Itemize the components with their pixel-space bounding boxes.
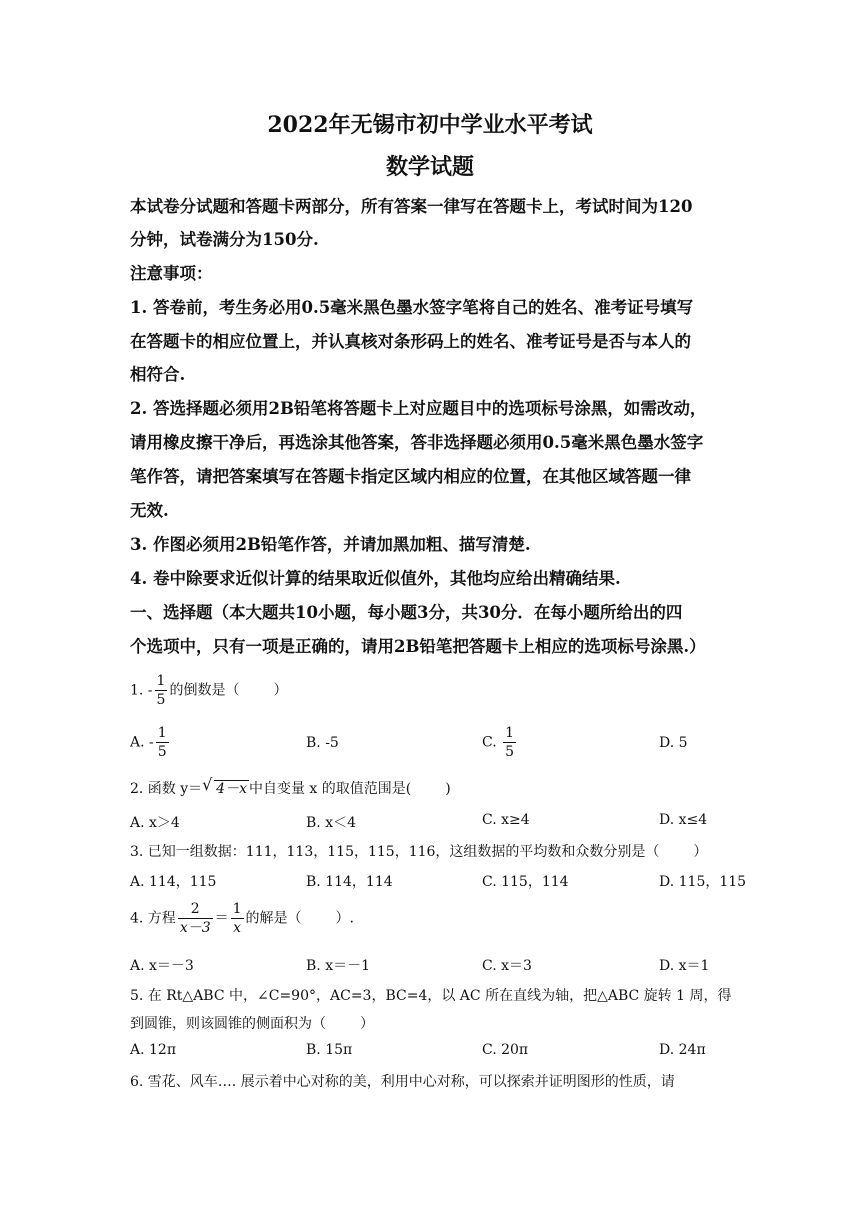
note-2-line-3: 笔作答，请把答案填写在答题卡指定区域内相应的位置，在其他区域答题一律 [130, 467, 691, 486]
note-1-line-1: 1. 答卷前，考生务必用0.5毫米黑色墨水签字笔将自己的姓名、准考证号填写 [130, 298, 694, 317]
question-5-line-2: 到圆锥，则该圆锥的侧面积为（ ） [130, 1016, 374, 1032]
q4-option-c: C. x＝3 [482, 958, 532, 974]
section1-line-1: 一、选择题（本大题共10小题，每小题3分，共30分．在每小题所给出的四 [130, 603, 683, 622]
note-2-line-1: 2. 答选择题必须用2B铅笔将答题卡上对应题目中的选项标号涂黑，如需改动， [130, 399, 707, 418]
note-1-line-2: 在答题卡的相应位置上，并认真核对条形码上的姓名、准考证号是否与本人的 [130, 332, 691, 351]
q2-radical: √ 4－x [202, 775, 247, 797]
q4-option-a: A. x＝－3 [130, 958, 194, 974]
q1-option-c: C. $\frac{1}{5}$ [482, 725, 515, 760]
q2-option-d: D. x≤4 [659, 812, 708, 828]
q2-option-c: C. x≥4 [482, 812, 530, 828]
intro-line-2: 分钟，试卷满分为150分. [130, 230, 319, 249]
note-2-line-4: 无效. [130, 501, 169, 520]
page-subtitle: 数学试题 [385, 154, 474, 180]
q5-option-a: A. 12π [130, 1042, 177, 1058]
page-title: 2022年无锡市初中学业水平考试 [267, 112, 593, 138]
question-4: 4. 方程 $\frac{2}{x-3}$ ＝ $\frac{1}{x}$ 的解是（ ）. [130, 901, 354, 936]
question-2: 2. 函数 y＝ √ 4－x 中自变量 x 的取值范围是( ) [130, 775, 451, 797]
note-4: 4. 卷中除要求近似计算的结果取近似值外，其他均应给出精确结果. [130, 569, 621, 588]
question-5-line-1: 5. 在 Rt△ABC 中，∠C=90°，AC=3，BC=4，以 AC 所在直线为轴，把△ABC 旋转 1 周，得 [130, 988, 732, 1004]
q2-option-a: A. x＞4 [130, 815, 180, 831]
section1-line-2: 个选项中，只有一项是正确的，请用2B铅笔把答题卡上相应的选项标号涂黑.） [130, 637, 706, 656]
note-3: 3. 作图必须用2B铅笔作答，并请加黑加粗、描写清楚. [130, 535, 531, 554]
q1-option-d: D. 5 [659, 735, 688, 751]
notes-heading: 注意事项： [130, 264, 213, 283]
q5-option-b: B. 15π [306, 1042, 353, 1058]
q3-option-d: D. 115，115 [659, 874, 747, 890]
note-1-line-3: 相符合. [130, 365, 186, 384]
q4-fraction-left: $\frac{2}{x-3}$ [179, 901, 211, 936]
intro-line-1: 本试卷分试题和答题卡两部分，所有答案一律写在答题卡上，考试时间为120 [130, 197, 693, 216]
note-2-line-2: 请用橡皮擦干净后，再选涂其他答案，答非选择题必须用0.5毫米黑色墨水签字 [130, 433, 704, 452]
q1-number: 1. - [130, 682, 153, 699]
question-3: 3. 已知一组数据：111，113，115，115，116，这组数据的平均数和众数分别是（ ） [130, 844, 708, 860]
q1-fraction: $\frac{1}{5}$ [156, 673, 166, 708]
question-6-line-1: 6. 雪花、风车…. 展示着中心对称的美，利用中心对称，可以探索并证明图形的性质，请 [130, 1074, 675, 1090]
q4-option-d: D. x＝1 [659, 958, 710, 974]
q4-fraction-right: $\frac{1}{x}$ [232, 901, 242, 936]
q1-option-b: B. -5 [306, 735, 339, 751]
q3-option-c: C. 115，114 [482, 874, 569, 890]
q1-option-a: A. - $\frac{1}{5}$ [130, 725, 167, 760]
q2-option-b: B. x＜4 [306, 815, 356, 831]
q1-stem: 的倒数是（ [169, 682, 240, 699]
question-1: 1. - $\frac{1}{5}$ 的倒数是（ ） [130, 673, 288, 708]
q3-option-b: B. 114，114 [306, 874, 393, 890]
q3-option-a: A. 114，115 [130, 874, 217, 890]
q5-option-c: C. 20π [482, 1042, 529, 1058]
q4-option-b: B. x＝－1 [306, 958, 370, 974]
q5-option-d: D. 24π [659, 1042, 706, 1058]
